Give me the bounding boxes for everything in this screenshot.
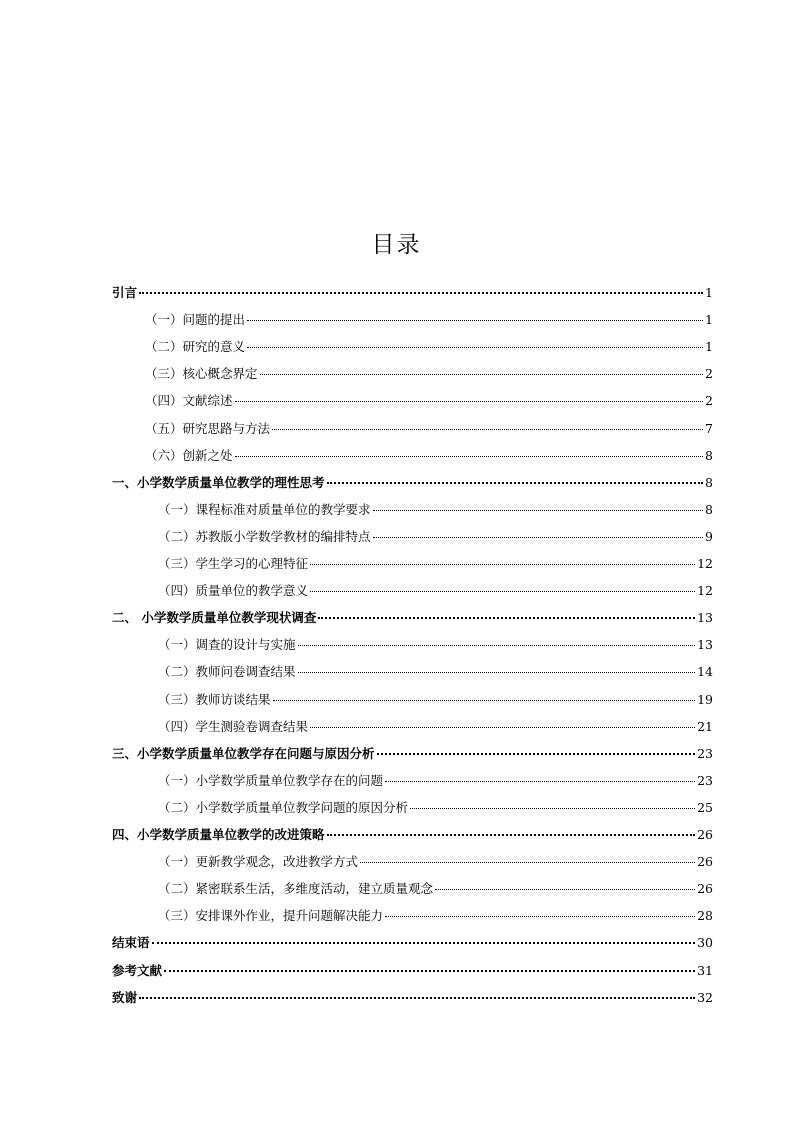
toc-entry-page-number: 12	[697, 556, 713, 571]
toc-leader-dots	[373, 536, 704, 538]
toc-entry[interactable]	[145, 446, 713, 466]
toc-entry-page-number: 8	[705, 447, 713, 463]
toc-entry-label: （四）学生测验卷调查结果	[158, 718, 309, 734]
toc-entry-page-number: 8	[705, 501, 713, 517]
toc-leader-dots	[298, 644, 696, 646]
toc-leader-dots	[435, 888, 695, 890]
toc-entry-page-number: 7	[705, 420, 713, 436]
toc-entry[interactable]	[145, 419, 713, 439]
toc-leader-dots	[260, 373, 704, 375]
toc-leader-dots	[327, 833, 696, 836]
toc-entry-page-number: 31	[697, 962, 713, 978]
toc-entry-page-number: 13	[697, 637, 713, 653]
toc-entry[interactable]	[158, 554, 713, 574]
toc-entry-page-number: 26	[697, 881, 713, 897]
toc-entry-label: （二）紧密联系生活，多维度活动，建立质量观念	[158, 881, 434, 897]
toc-leader-dots	[164, 969, 695, 972]
toc-entry-label: 一、小学数学质量单位教学的理性思考	[112, 474, 325, 490]
toc-entry-label: （一）小学数学质量单位教学存在的问题	[158, 772, 384, 788]
toc-entry[interactable]	[158, 527, 713, 547]
toc-entry-page-number: 1	[705, 339, 713, 355]
toc-entry-label: （一）课程标准对质量单位的教学要求	[158, 501, 371, 517]
toc-entry-page-number: 8	[705, 474, 713, 490]
toc-leader-dots	[310, 726, 695, 728]
toc-leader-dots	[247, 319, 703, 321]
toc-entry[interactable]	[112, 988, 713, 1008]
toc-entry-label: （一）更新教学观念，改进教学方式	[158, 854, 359, 870]
toc-entry[interactable]	[158, 500, 713, 520]
toc-entry-label: （五）研究思路与方法	[145, 420, 271, 436]
toc-entry[interactable]	[112, 283, 713, 303]
toc-entry-page-number: 26	[697, 827, 713, 842]
toc-entry-label: 四、小学数学质量单位教学的改进策略	[112, 827, 325, 842]
toc-leader-dots	[235, 400, 704, 402]
toc-entry-label: （二）小学数学质量单位教学问题的原因分析	[158, 799, 409, 815]
toc-entry[interactable]	[158, 906, 713, 926]
toc-entry[interactable]	[112, 608, 713, 628]
toc-entry[interactable]	[145, 310, 713, 330]
toc-entry-label: （三）安排课外作业，提升问题解决能力	[158, 908, 384, 924]
toc-entry-label: （二）苏教版小学数学教材的编排特点	[158, 528, 371, 544]
toc-entry-label: 二、 小学数学质量单位教学现状调查	[112, 610, 317, 626]
toc-leader-dots	[385, 915, 695, 917]
toc-entry-label: （三）教师访谈结果	[158, 691, 271, 707]
toc-entry-label: （二）研究的意义	[145, 339, 246, 355]
toc-entry-label: 引言	[112, 285, 138, 300]
toc-entry-page-number: 21	[697, 718, 713, 734]
toc-entry[interactable]	[145, 364, 713, 384]
toc-entry-label: （二）教师问卷调查结果	[158, 664, 296, 680]
toc-entry-label: 结束语	[112, 935, 150, 951]
toc-entry-page-number: 26	[697, 854, 713, 870]
toc-leader-dots	[410, 807, 695, 809]
toc-leader-dots	[247, 346, 703, 348]
toc-entry[interactable]	[112, 473, 713, 493]
toc-entry[interactable]	[158, 798, 713, 818]
toc-entry-page-number: 28	[697, 908, 713, 924]
toc-entry-label: 三、小学数学质量单位教学存在问题与原因分析	[112, 745, 375, 761]
toc-entry-label: （一）调查的设计与实施	[158, 637, 296, 653]
toc-entry-page-number: 1	[705, 312, 713, 328]
toc-entry[interactable]	[112, 825, 713, 845]
page-title: 目录	[371, 232, 422, 258]
toc-entry[interactable]	[112, 744, 713, 764]
toc-entry-label: （四）质量单位的教学意义	[158, 583, 309, 599]
toc-leader-dots	[318, 616, 695, 619]
toc-leader-dots	[310, 563, 695, 565]
toc-leader-dots	[272, 428, 703, 430]
toc-entry[interactable]	[158, 717, 713, 737]
toc-entry-page-number: 9	[705, 528, 713, 544]
toc-leader-dots	[139, 996, 695, 999]
toc-entry-page-number: 32	[697, 989, 713, 1005]
toc-leader-dots	[360, 861, 695, 863]
toc-leader-dots	[377, 752, 696, 755]
toc-leader-dots	[385, 780, 695, 782]
toc-entry[interactable]	[112, 961, 713, 981]
toc-leader-dots	[235, 455, 704, 457]
toc-entry[interactable]	[145, 337, 713, 357]
toc-entry-page-number: 2	[705, 366, 713, 382]
toc-entry-page-number: 2	[705, 393, 713, 409]
toc-entry[interactable]	[158, 879, 713, 899]
toc-entry[interactable]	[145, 391, 713, 411]
toc-entry-page-number: 23	[697, 745, 713, 761]
toc-leader-dots	[310, 590, 695, 592]
toc-entry-page-number: 14	[697, 664, 713, 680]
toc-entry[interactable]	[158, 662, 713, 682]
toc-leader-dots	[373, 509, 704, 511]
toc-entry-label: （三）学生学习的心理特征	[158, 556, 309, 571]
toc-entry-page-number: 1	[705, 285, 713, 300]
toc-entry-page-number: 23	[697, 772, 713, 788]
toc-leader-dots	[139, 291, 703, 294]
toc-entry-label: （三）核心概念界定	[145, 366, 258, 382]
toc-entry[interactable]	[158, 852, 713, 872]
toc-leader-dots	[327, 481, 704, 484]
toc-leader-dots	[152, 941, 696, 944]
toc-entry-page-number: 12	[697, 583, 713, 599]
toc-leader-dots	[298, 671, 696, 673]
toc-entry[interactable]	[158, 635, 713, 655]
toc-leader-dots	[273, 699, 696, 701]
toc-entry-label: 参考文献	[112, 962, 163, 978]
toc-entry-label: 致谢	[112, 989, 138, 1005]
toc-entry-page-number: 30	[697, 935, 713, 951]
toc-entry[interactable]	[158, 690, 713, 710]
toc-entry-label: （一）问题的提出	[145, 312, 246, 328]
toc-entry[interactable]	[158, 771, 713, 791]
toc-entry-label: （四）文献综述	[145, 393, 233, 409]
toc-entry-page-number: 13	[697, 610, 713, 626]
toc-entry-label: （六）创新之处	[145, 447, 233, 463]
toc-entry[interactable]	[112, 933, 713, 953]
toc-entry-page-number: 19	[697, 691, 713, 707]
toc-entry[interactable]	[158, 581, 713, 601]
toc-entry-page-number: 25	[697, 799, 713, 815]
